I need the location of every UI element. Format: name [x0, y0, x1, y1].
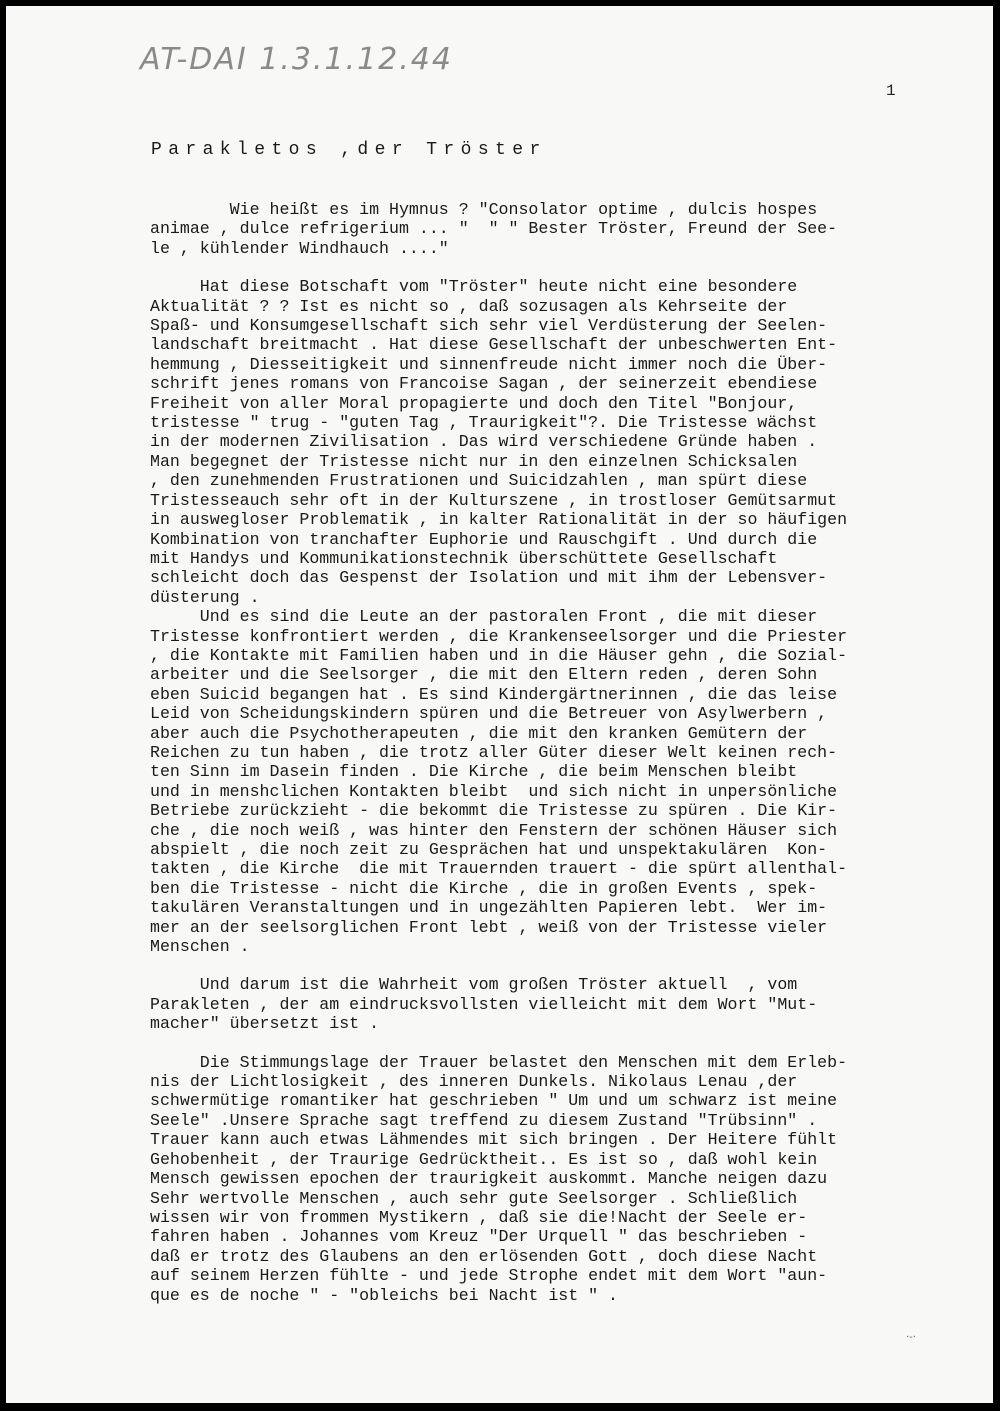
text-line: Und es sind die Leute an der pastoralen Front , die mit dieser	[150, 607, 818, 627]
text-line: in der modernen Zivilisation . Das wird verschiedene Gründe haben .	[150, 432, 818, 452]
text-line: nis der Lichtlosigkeit , des inneren Dunkels. Nikolaus Lenau ,der	[150, 1072, 798, 1092]
text-line: Sehr wertvolle Menschen , auch sehr gute Seelsorger . Schließlich	[150, 1188, 798, 1208]
text-line: Menschen .	[150, 937, 250, 957]
paragraph	[150, 277, 990, 956]
text-line: abspielt , die noch zeit zu Gesprächen hat und unspektakulären Kon-	[150, 840, 828, 859]
paragraph-gap	[150, 1034, 990, 1053]
text-line: Aktualität ? ? Ist es nicht so , daß sozusagen als Kehrseite der	[150, 296, 788, 316]
text-line: Man begegnet der Tristesse nicht nur in den einzelnen Schicksalen	[150, 451, 798, 471]
body-text	[150, 200, 990, 1305]
text-line: auf seinem Herzen fühlte - und jede Strophe endet mit dem Wort "aun-	[150, 1266, 828, 1286]
text-line: aber auch die Psychotherapeuten , die mit den kranken Gemütern der	[150, 723, 808, 743]
text-line: wissen wir von frommen Mystikern , daß sie die!Nacht der Seele er-	[150, 1207, 808, 1227]
archive-reference: AT-DAI 1.3.1.12.44	[140, 42, 453, 77]
text-line: schleicht doch das Gespenst der Isolation und mit ihm der Lebensver-	[150, 568, 828, 588]
text-line: Parakleten , der am eindrucksvollsten vielleicht mit dem Wort "Mut-	[150, 994, 818, 1014]
text-line: Leid von Scheidungskindern spüren und die Betreuer von Asylwerbern ,	[150, 704, 828, 724]
text-line: takten , die Kirche die mit Trauernden trauert - die spürt allenthal-	[150, 859, 848, 879]
text-line: Tristesseauch sehr oft in der Kulturszene , in trostloser Gemütsarmut	[150, 490, 838, 510]
text-line: Spaß- und Konsumgesellschaft sich sehr viel Verdüsterung der Seelen-	[150, 316, 828, 336]
text-line: animae , dulce refrigerium ... " " " Bester Tröster, Freund der See-	[150, 219, 838, 239]
document-page	[6, 6, 993, 1403]
text-line: mit Handys und Kommunikationstechnik überschüttete Gesellschaft	[150, 548, 778, 568]
paragraph	[150, 1053, 990, 1305]
text-line: landschaft breitmacht . Hat diese Gesellschaft der unbeschwerten Ent-	[150, 335, 838, 355]
scan-mark: ·-·	[906, 1332, 916, 1343]
text-line: Wie heißt es im Hymnus ? "Consolator optime , dulcis hospes	[150, 200, 818, 219]
text-line: Reichen zu tun haben , die trotz aller Güter dieser Welt keinen rech-	[150, 742, 838, 762]
text-line: ben die Tristesse - nicht die Kirche , die in großen Events , spek-	[150, 878, 818, 898]
paragraph	[150, 975, 990, 1033]
text-line: Freiheit von aller Moral propagierte und doch den Titel "Bonjour,	[150, 393, 798, 413]
text-line: Mensch gewissen epochen der traurigkeit auskommt. Manche neigen dazu	[150, 1169, 828, 1189]
document-title: Parakletos ,der Tröster	[151, 140, 547, 160]
paragraph-gap	[150, 258, 990, 277]
paragraph-gap	[150, 956, 990, 975]
text-line: Trauer kann auch etwas Lähmendes mit sich bringen . Der Heitere fühlt	[150, 1130, 838, 1150]
text-line: Hat diese Botschaft vom "Tröster" heute nicht eine besondere	[150, 277, 798, 297]
text-line: , die Kontakte mit Familien haben und in die Häuser gehn , die Sozial-	[150, 645, 848, 665]
text-line: in auswegloser Problematik , in kalter Rationalität in der so häufigen	[150, 510, 848, 530]
text-line: fahren haben . Johannes vom Kreuz "Der Urquell " das beschrieben -	[150, 1227, 808, 1247]
text-line: daß er trotz des Glaubens an den erlösenden Gott , doch diese Nacht	[150, 1246, 818, 1266]
text-line: Kombination von tranchafter Euphorie und Rauschgift . Und durch die	[150, 529, 818, 549]
text-line: Die Stimmungslage der Trauer belastet den Menschen mit dem Erleb-	[150, 1052, 848, 1072]
text-line: schwermütige romantiker hat geschrieben " Um und um schwarz ist meine	[150, 1091, 838, 1111]
text-line: hemmung , Diesseitigkeit und sinnenfreude nicht immer noch die Über-	[150, 354, 828, 374]
text-line: Gehobenheit , der Traurige Gedrücktheit.. Es ist so , daß wohl kein	[150, 1149, 818, 1169]
text-line: ten Sinn im Dasein finden . Die Kirche , die beim Menschen bleibt	[150, 762, 798, 782]
text-line: mer an der seelsorglichen Front lebt , weiß von der Tristesse vieler	[150, 917, 828, 937]
text-line: takulären Veranstaltungen und in ungezählten Papieren lebt. Wer im-	[150, 898, 828, 918]
text-line: düsterung .	[150, 587, 260, 607]
text-line: Tristesse konfrontiert werden , die Krankenseelsorger und die Priester	[150, 626, 848, 646]
page-number: 1	[886, 82, 896, 100]
text-line: schrift jenes romans von Francoise Sagan , der seinerzeit ebendiese	[150, 374, 818, 394]
text-line: tristesse " trug - "guten Tag , Traurigkeit"?. Die Tristesse wächst	[150, 413, 818, 433]
text-line: arbeiter und die Seelsorger , die mit den Eltern reden , deren Sohn	[150, 665, 818, 685]
text-line: le , kühlender Windhauch ...."	[150, 238, 449, 258]
text-line: Seele" .Unsere Sprache sagt treffend zu diesem Zustand "Trübsinn" .	[150, 1110, 818, 1130]
text-line: que es de noche " - "obleichs bei Nacht ist " .	[150, 1285, 619, 1305]
text-line: Betriebe zurückzieht - die bekommt die Tristesse zu spüren . Die Kir-	[150, 801, 838, 821]
text-line: eben Suicid begangen hat . Es sind Kindergärtnerinnen , die das leise	[150, 684, 838, 704]
text-line: , den zunehmenden Frustrationen und Suicidzahlen , man spürt diese	[150, 471, 808, 491]
text-line: und in menshclichen Kontakten bleibt und sich nicht in unpersönliche	[150, 781, 838, 801]
paragraph	[150, 200, 990, 258]
text-line: macher" übersetzt ist .	[150, 1014, 380, 1034]
text-line: che , die noch weiß , was hinter den Fenstern der schönen Häuser sich	[150, 820, 838, 840]
text-line: Und darum ist die Wahrheit vom großen Tröster aktuell , vom	[150, 975, 798, 995]
